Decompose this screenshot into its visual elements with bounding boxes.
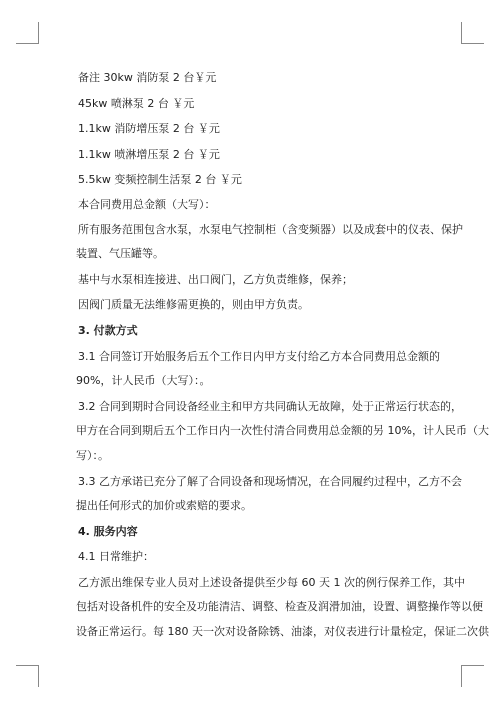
- text-line: 3.1 合同签订开始服务后五个工作日内甲方支付给乙方本合同费用总金额的: [78, 350, 440, 363]
- text-line: 3.2 合同到期时合同设备经业主和甲方共同确认无故障，处于正常运行状态的，: [78, 400, 462, 413]
- text-line: 所有服务范围包含水泵，水泵电气控制柜（含变频器）以及成套中的仪表、保护: [78, 223, 463, 236]
- text-line: 装置、气压罐等。: [76, 247, 164, 260]
- text-line: 提出任何形式的加价或索赔的要求。: [76, 499, 252, 512]
- text-line: 5.5kw 变频控制生活泵 2 台 ￥元: [78, 173, 242, 186]
- text-line: 设备正常运行。每 180 天一次对设备除锈、油漆，对仪表进行计量检定，保证二次供: [76, 625, 489, 638]
- text-line: 包括对设备机件的安全及功能清洁、调整、检查及润滑加油，设置、调整操作等以便: [76, 600, 483, 613]
- crop-mark-top-right-v: [461, 22, 462, 44]
- text-line: 甲方在合同到期后五个工作日内一次性付清合同费用总金额的另 10%，计人民币（大: [76, 424, 489, 437]
- text-line: 写）：。: [76, 449, 109, 462]
- crop-mark-bottom-left-h: [16, 665, 39, 666]
- text-line: 1.1kw 喷淋增压泵 2 台 ￥元: [78, 148, 220, 161]
- text-line: 因阀门质量无法维修需更换的，则由甲方负责。: [78, 298, 309, 311]
- text-line: 本合同费用总金额（大写）：: [78, 198, 216, 211]
- text-line: 基中与水泵相连接进、出口阀门，乙方负责维修，保养；: [78, 273, 353, 286]
- section-heading: 3. 付款方式: [78, 324, 138, 337]
- section-heading: 4. 服务内容: [78, 525, 138, 538]
- crop-mark-bottom-right-v: [461, 665, 462, 687]
- crop-mark-top-left-v: [38, 22, 39, 44]
- text-line: 3.3 乙方承诺已充分了解了合同设备和现场情况，在合同履约过程中，乙方不会: [78, 475, 462, 488]
- text-line: 45kw 喷淋泵 2 台 ￥元: [78, 97, 195, 110]
- text-line: 90%，计人民币（大写）：。: [76, 374, 211, 387]
- text-line: 乙方派出维保专业人员对上述设备提供至少每 60 天 1 次的例行保养工作，其中: [78, 576, 465, 589]
- crop-mark-bottom-right-h: [461, 665, 484, 666]
- crop-mark-top-left-h: [16, 43, 39, 44]
- text-line: 4.1 日常维护：: [78, 550, 154, 563]
- crop-mark-top-right-h: [461, 43, 484, 44]
- crop-mark-bottom-left-v: [38, 665, 39, 687]
- text-line: 备注 30kw 消防泵 2 台￥元: [78, 71, 217, 84]
- text-line: 1.1kw 消防增压泵 2 台 ￥元: [78, 122, 220, 135]
